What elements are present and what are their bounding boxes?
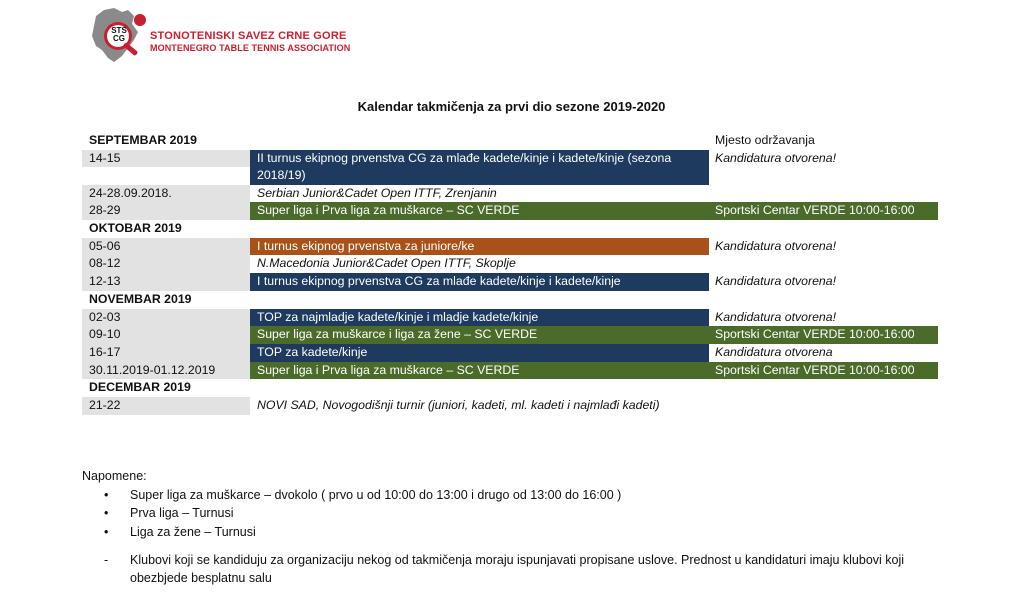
- event-date: 08-12: [82, 255, 250, 273]
- event-date: 12-13: [82, 273, 250, 291]
- bullet-icon: •: [104, 487, 109, 502]
- table-row: [82, 397, 942, 415]
- month-header: DECEMBAR 2019: [89, 380, 191, 395]
- event-location: Kandidatura otvorena!: [715, 150, 837, 165]
- org-name: STONOTENISKI SAVEZ CRNE GORE: [150, 30, 347, 42]
- event-date: 21-22: [82, 397, 250, 415]
- month-header-row: [82, 220, 942, 238]
- event-name: I turnus ekipnog prvenstva za juniore/ke: [250, 238, 709, 256]
- event-date: 30.11.2019-01.12.2019: [82, 362, 250, 380]
- remark-text: Klubovi koji se kandiduju za organizaciju nekog od takmičenja moraju ispunjavati propisane uslove. Prednost u kandidaturi imaju klubovi koji obezbjede besplatnu salu: [130, 553, 905, 585]
- month-header-row: [82, 291, 942, 309]
- list-item: [82, 504, 962, 523]
- month-header-row: [82, 132, 942, 150]
- event-date: 24-28.09.2018.: [82, 185, 250, 203]
- calendar-table: [82, 132, 942, 415]
- event-location: Kandidatura otvorena!: [715, 238, 837, 253]
- month-header: OKTOBAR 2019: [89, 221, 182, 236]
- table-row: [82, 150, 942, 185]
- event-name: TOP za najmladje kadete/kinje i mladje kadete/kinje: [250, 309, 709, 327]
- event-name: Super liga i Prva liga za muškarce – SC VERDE: [250, 362, 709, 380]
- event-date: 28-29: [82, 202, 250, 220]
- list-item: [82, 486, 962, 505]
- event-name: II turnus ekipnog prvenstva CG za mlađe kadete/kinje i kadete/kinje (sezona 2018/19): [250, 150, 709, 185]
- logo-badge-text: STS CG: [111, 26, 127, 43]
- table-row: [82, 185, 942, 203]
- event-name: N.Macedonia Junior&Cadet Open ITTF, Skoplje: [257, 256, 516, 271]
- notes-section: [82, 467, 962, 587]
- event-date: 02-03: [82, 309, 250, 327]
- event-date: 05-06: [82, 238, 250, 256]
- event-date: 09-10: [82, 326, 250, 344]
- page-title: Kalendar takmičenja za prvi dio sezone 2019-2020: [357, 99, 666, 114]
- table-row: [82, 202, 942, 220]
- org-name-english: MONTENEGRO TABLE TENNIS ASSOCIATION: [150, 43, 351, 53]
- event-date: 14-15: [82, 150, 250, 168]
- dash-marker: -: [104, 553, 109, 567]
- event-location: Kandidatura otvorena!: [715, 274, 837, 289]
- notes-heading: Napomene:: [82, 469, 147, 483]
- event-name: Serbian Junior&Cadet Open ITTF, Zrenjanin: [257, 185, 497, 200]
- table-row: [82, 362, 942, 380]
- remark-item: [82, 551, 962, 587]
- event-name: I turnus ekipnog prvenstva CG za mlađe kadete/kinje i kadete/kinje: [250, 273, 709, 291]
- list-item: [82, 523, 962, 542]
- month-header-row: [82, 379, 942, 397]
- event-location: Kandidatura otvorena: [715, 344, 833, 359]
- note-text: Liga za žene – Turnusi: [130, 524, 256, 539]
- month-header: NOVEMBAR 2019: [89, 291, 192, 306]
- event-location: Kandidatura otvorena!: [715, 309, 837, 324]
- event-name: Super liga za muškarce i liga za žene – SC VERDE: [250, 326, 709, 344]
- table-row: [82, 344, 942, 362]
- table-row: [82, 326, 942, 344]
- bullet-icon: •: [104, 506, 109, 520]
- note-text: Super liga za muškarce – dvokolo ( prvo u od 10:00 do 13:00 i drugo od 13:00 do 16:00 ): [130, 487, 622, 502]
- event-date: 16-17: [82, 344, 250, 362]
- notes-list: [82, 486, 962, 542]
- association-logo: [88, 6, 351, 64]
- event-name: TOP za kadete/kinje: [250, 344, 709, 362]
- bullet-icon: •: [104, 524, 109, 539]
- table-row: [82, 273, 942, 291]
- table-row: [82, 309, 942, 327]
- location-column-header: Mjesto održavanja: [715, 133, 815, 147]
- event-location: Sportski Centar VERDE 10:00-16:00: [709, 326, 938, 344]
- event-location: Sportski Centar VERDE 10:00-16:00: [709, 362, 938, 380]
- event-location: Sportski Centar VERDE 10:00-16:00: [709, 202, 938, 220]
- event-name: NOVI SAD, Novogodišnji turnir (juniori, kadeti, ml. kadeti i najmlađi kadeti): [257, 397, 660, 412]
- note-text: Prva liga – Turnusi: [130, 506, 234, 520]
- month-header: SEPTEMBAR 2019: [89, 133, 197, 147]
- event-name: Super liga i Prva liga za muškarce – SC VERDE: [250, 202, 709, 220]
- table-row: [82, 238, 942, 256]
- table-row: [82, 255, 942, 273]
